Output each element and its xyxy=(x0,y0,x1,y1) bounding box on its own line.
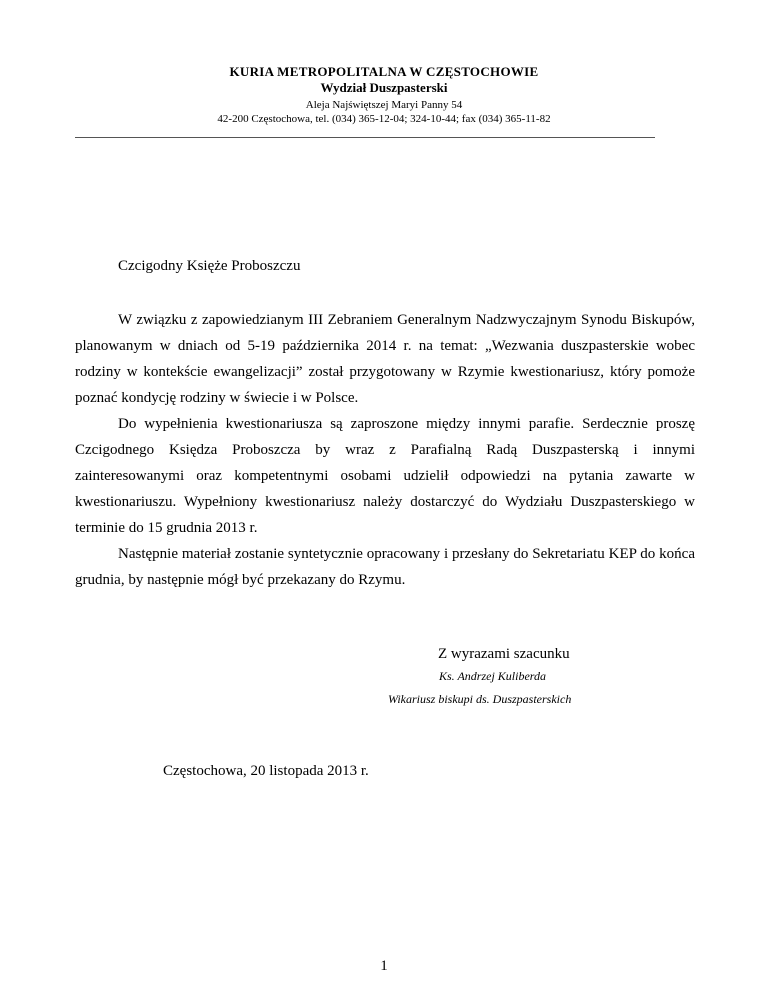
signatory-name: Ks. Andrzej Kuliberda xyxy=(439,669,547,683)
signatory-role: Wikariusz biskupi ds. Duszpasterskich xyxy=(388,692,572,706)
body-paragraph: W związku z zapowiedzianym III Zebraniem Generalnym Nadzwyczajnym Synodu Biskupów, planowanym w dniach od 5-19 października 2014 r. na temat: „Wezwania duszpasterskie wobec rodziny w kontekście ewangelizacji” został przygotowany w Rzymie kwestionariusz, który pomoże poznać kondycję rodziny w świecie i w Polsce. xyxy=(75,312,695,406)
body-paragraph: Następnie materiał zostanie syntetycznie opracowany i przesłany do Sekretariatu KEP do końca grudnia, by następnie mógł być przekazany do Rzymu. xyxy=(75,546,695,588)
salutation: Czcigodny Księże Proboszczu xyxy=(118,258,301,274)
letter-body xyxy=(75,307,695,593)
letterhead-address: Aleja Najświętszej Maryi Panny 54 xyxy=(305,99,463,111)
page-number: 1 xyxy=(380,958,388,974)
letterhead-department: Wydział Duszpasterski xyxy=(320,80,448,95)
letterhead-title: KURIA METROPOLITALNA W CZĘSTOCHOWIE xyxy=(229,64,539,79)
letterhead-contact: 42-200 Częstochowa, tel. (034) 365-12-04; 324-10-44; fax (034) 365-11-82 xyxy=(217,113,551,125)
letterhead-divider xyxy=(75,137,655,138)
body-paragraph: Do wypełnienia kwestionariusza są zaproszone między innymi parafie. Serdecznie proszę Czcigodnego Księdza Proboszcza by wraz z Parafialną Radą Duszpasterską i innymi zainteresowanymi oraz kompetentnymi osobami udzielił odpowiedzi na pytania zawarte w kwestionariuszu. Wypełniony kwestionariusz należy dostarczyć do Wydziału Duszpasterskiego w terminie do 15 grudnia 2013 r. xyxy=(75,416,695,536)
letterhead xyxy=(0,64,768,126)
closing-phrase: Z wyrazami szacunku xyxy=(438,646,570,662)
place-and-date: Częstochowa, 20 listopada 2013 r. xyxy=(163,763,369,779)
